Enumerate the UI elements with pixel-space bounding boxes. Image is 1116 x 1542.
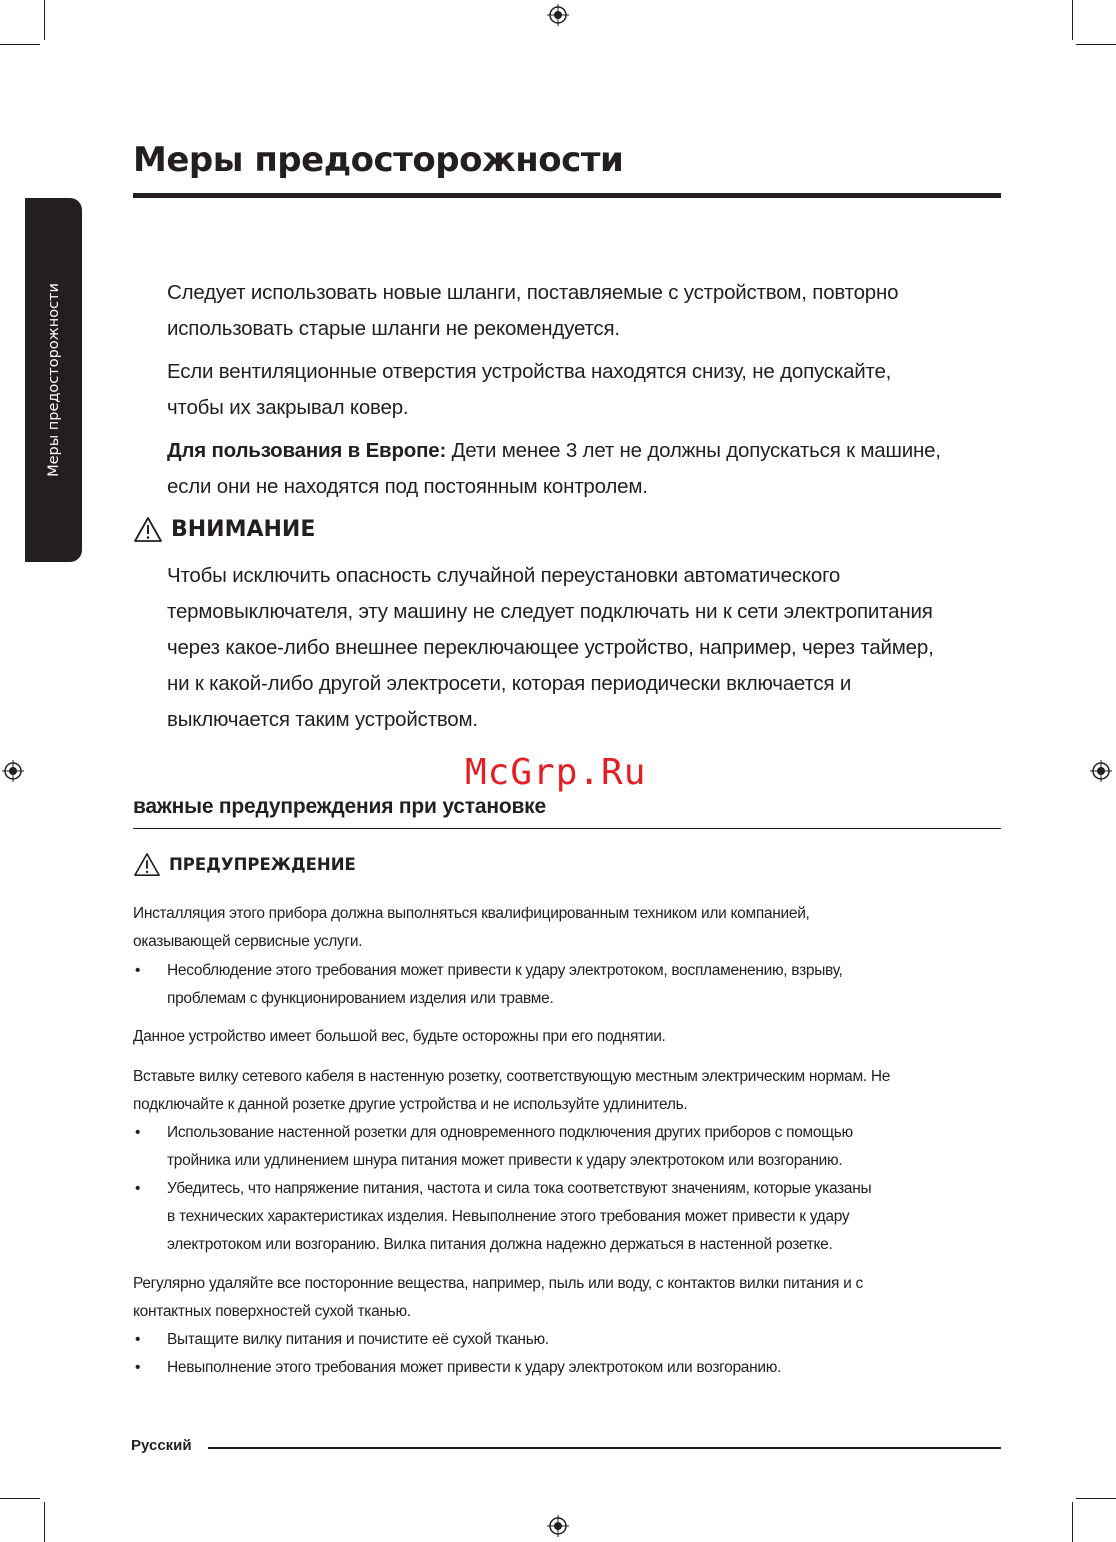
crop-mark — [44, 0, 45, 40]
crop-mark — [1076, 44, 1116, 45]
europe-label: Для пользования в Европе: — [167, 439, 447, 462]
install-bullet-2: • Использование настенной розетки для одновременного подключения других приборов с помощью тройника или удлинением шнура питания может привести к удару электротоком или возгоранию. — [133, 1119, 987, 1175]
install-paragraph-4: Регулярно удаляйте все посторонние вещества, например, пыль или воду, с контактов вилки питания и с контактных поверхностей сухой тканью. — [133, 1275, 863, 1320]
crop-mark — [0, 44, 40, 45]
paragraph-hoses: Следует использовать новые шланги, поставляемые с устройством, повторно использовать старые шланги не рекомендуется. — [167, 281, 899, 340]
side-section-tab — [25, 198, 82, 562]
caution-heading: ВНИМАНИЕ — [133, 516, 315, 543]
caution-text: Чтобы исключить опасность случайной переустановки автоматического термовыключателя, эту машину не следует подключать ни к сети электропитания через какое-либо внешнее переключающее устройство, например, через таймер, ни к какой-либо другой электросети, которая периодически включается и выключается таким устройством. — [167, 564, 934, 731]
page-title: Меры предосторожности — [133, 140, 624, 180]
paragraph-europe: Для пользования в Европе: Дети менее 3 лет не должны допускаться к машине, если они не находятся под постоянным контролем. — [167, 439, 941, 498]
install-bullet-3: • Убедитесь, что напряжение питания, частота и сила тока соответствуют значениям, которые указаны в технических характеристиках изделия. Невыполнение этого требования может привести к удару электротоком или возгоранию. Вилка питания должна надежно держаться в настенной розетке. — [133, 1175, 987, 1259]
install-bullet-1: • Несоблюдение этого требования может привести к удару электротоком, воспламенению, взрыву, проблемам с функционированием изделия или травме. — [133, 957, 987, 1013]
crop-mark — [44, 1502, 45, 1542]
install-bullet-4: • Вытащите вилку питания и почистите её сухой тканью. — [133, 1326, 987, 1354]
registration-mark-icon — [547, 4, 569, 26]
section-title: важные предупреждения при установке — [133, 795, 546, 818]
section-rule — [133, 828, 1001, 829]
registration-mark-icon — [547, 1515, 569, 1537]
registration-mark-icon — [2, 760, 24, 782]
install-paragraph-3: Вставьте вилку сетевого кабеля в настенную розетку, соответствующую местным электрическим нормам. Не подключайте к данной розетке другие устройства и не используйте удлинитель. — [133, 1068, 891, 1113]
crop-mark — [1072, 0, 1073, 40]
crop-mark — [1072, 1502, 1073, 1542]
warning-triangle-icon — [133, 516, 163, 543]
install-bullet-5: • Невыполнение этого требования может привести к удару электротоком или возгоранию. — [133, 1354, 987, 1382]
registration-mark-icon — [1090, 760, 1112, 782]
footer-language: Русский — [131, 1437, 192, 1454]
warning-triangle-icon — [133, 852, 161, 877]
footer-rule — [208, 1447, 1001, 1449]
warning-heading: ПРЕДУПРЕЖДЕНИЕ — [133, 852, 356, 877]
crop-mark — [0, 1498, 40, 1499]
title-rule — [133, 193, 1001, 198]
watermark: McGrp.Ru — [465, 752, 647, 793]
paragraph-ventilation: Если вентиляционные отверстия устройства находятся снизу, не допускайте, чтобы их закрывал ковер. — [167, 360, 892, 419]
install-paragraph-2: Данное устройство имеет большой вес, будьте осторожны при его поднятии. — [133, 1028, 666, 1045]
install-paragraph-1: Инсталляция этого прибора должна выполняться квалифицированным техником или компанией, оказывающей сервисные услуги. — [133, 905, 810, 950]
side-tab-label: Меры предосторожности — [45, 283, 62, 477]
crop-mark — [1076, 1498, 1116, 1499]
